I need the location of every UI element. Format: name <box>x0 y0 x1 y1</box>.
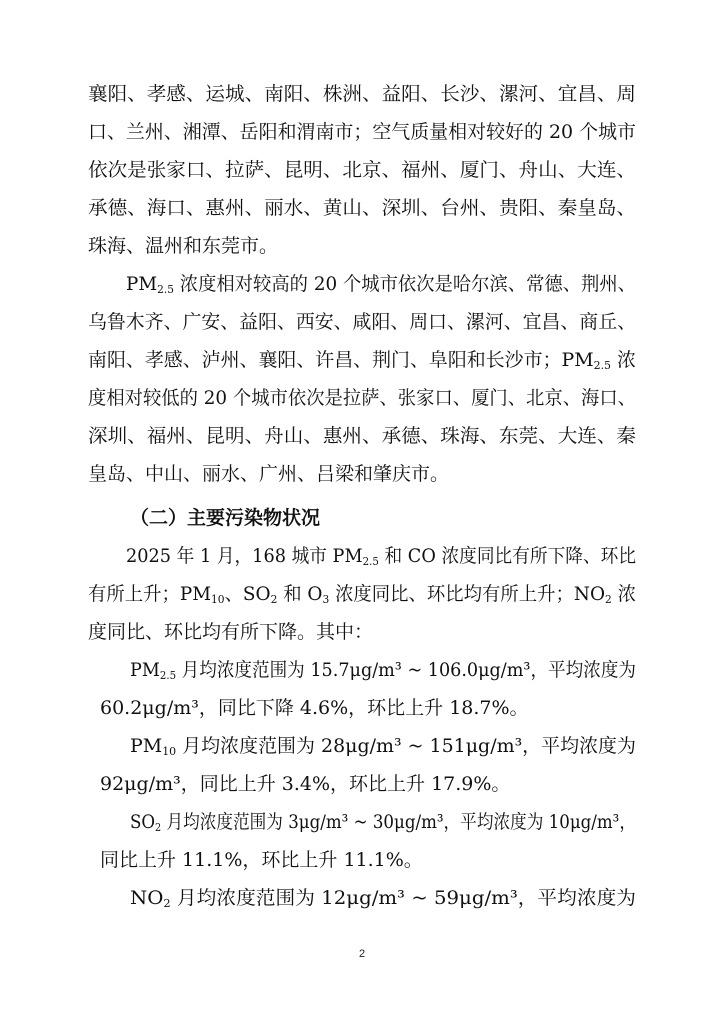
text-line: $PM_{10}$ 月均浓度范围为 28μg/m³ ~ 151μg/m³，平均浓度为 <box>130 735 636 758</box>
text-line: 口、兰州、湘潭、岳阳和渭南市；空气质量相对较好的 20 个城市 <box>88 121 636 143</box>
text-line: 乌鲁木齐、广安、益阳、西安、咸阳、周口、漯河、宜昌、商丘、 <box>88 311 636 333</box>
text-line: 60.2μg/m³，同比下降 4.6%，环比上升 18.7%。 <box>100 697 529 719</box>
text-line: $PM_{2.5}$ 浓度相对较高的 20 个城市依次是哈尔滨、常德、荆州、 <box>126 273 636 296</box>
text-line: 承德、海口、惠州、丽水、黄山、深圳、台州、贵阳、秦皇岛、 <box>88 197 636 219</box>
text-line: 依次是张家口、拉萨、昆明、北京、福州、厦门、舟山、大连、 <box>88 159 636 181</box>
text-line: 襄阳、孝感、运城、南阳、株洲、益阳、长沙、漯河、宜昌、周 <box>88 83 636 105</box>
page-number: 2 <box>358 948 366 960</box>
text-line: 同比上升 11.1%，环比上升 11.1%。 <box>100 849 423 871</box>
text-line: 92μg/m³，同比上升 3.4%，环比上升 17.9%。 <box>100 773 511 795</box>
text-line: 度相对较低的 20 个城市依次是拉萨、张家口、厦门、北京、海口、 <box>88 387 636 409</box>
text-line: 2025 年 1 月，168 城市 $PM_{2.5}$ 和 CO 浓度同比有所下降、环比 <box>126 545 636 568</box>
text-line: $SO_2$ 月均浓度范围为 3μg/m³ ~ 30μg/m³，平均浓度为 10μg/m³， <box>130 811 636 834</box>
text-line: 南阳、孝感、泸州、襄阳、许昌、荆门、阜阳和长沙市；$PM_{2.5}$ 浓 <box>88 349 636 372</box>
text-line: 深圳、福州、昆明、舟山、惠州、承德、珠海、东莞、大连、秦 <box>88 425 636 447</box>
text-line: $PM_{2.5}$ 月均浓度范围为 15.7μg/m³ ~ 106.0μg/m³，平均浓度为 <box>130 659 636 682</box>
text-line: $NO_2$ 月均浓度范围为 12μg/m³ ~ 59μg/m³，平均浓度为 <box>130 887 637 910</box>
section-heading: （二）主要污染物状况 <box>130 507 321 529</box>
text-line: 皇岛、中山、丽水、广州、吕梁和肇庆市。 <box>88 463 450 485</box>
text-line: 有所上升；$PM_{10}$、$SO_2$ 和 $O_3$ 浓度同比、环比均有所上升；$NO_2$ 浓 <box>88 583 636 606</box>
text-line: 度同比、环比均有所下降。其中： <box>88 621 374 643</box>
text-line: 珠海、温州和东莞市。 <box>88 235 279 257</box>
